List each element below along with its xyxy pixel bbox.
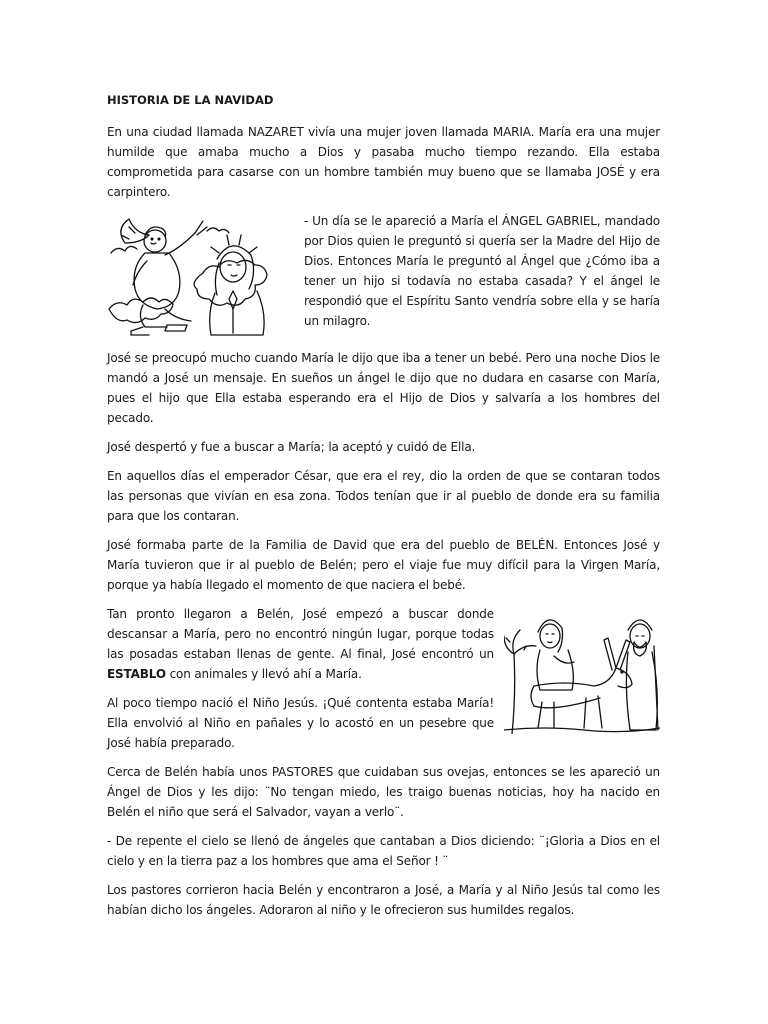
document-page: [107, 92, 660, 929]
paragraph-belen-journey: José formaba parte de la Familia de David que era del pueblo de BELÉN. Entonces José y María tuvieron que ir al pueblo de Belén; pero el viaje fue muy difícil para la Virgen María, porque ya había llegado el momento de que naciera el bebé.: [107, 538, 660, 592]
paragraph-stable: [107, 604, 494, 684]
paragraph-census: En aquellos días el emperador César, que era el rey, dio la orden de que se contaran todos las personas que vivían en esa zona. Todos tenían que ir al pueblo de donde era su familia para que los contaran.: [107, 469, 660, 523]
paragraph-adoration: Los pastores corrieron hacia Belén y encontraron a José, a María y al Niño Jesús tal como les habían dicho los ángeles. Adoraron al niño y le ofrecieron sus humildes regalos.: [107, 883, 660, 917]
page-title: HISTORIA DE LA NAVIDAD: [107, 93, 274, 107]
annunciation-drawing: [107, 213, 277, 339]
paragraph-nazaret: En una ciudad llamada NAZARET vivía una mujer joven llamada MARIA. María era una mujer humilde que amaba mucho a Dios y pasaba mucho tiempo rezando. Ella estaba comprometida para casarse con un hombre también muy bueno que se llamaba JOSÉ y era carpintero.: [107, 125, 660, 199]
stable-block: [107, 604, 660, 753]
paragraph-angel-gabriel: - Un día se le apareció a María el ÁNGEL GABRIEL, mandado por Dios quien le preguntó si quería ser la Madre del Hijo de Dios. Entonces María le preguntó al Ángel que ¿Cómo iba a tener un hijo si todavía no estaba casada? Y el ángel le respondió que el Espíritu Santo vendría sobre ella y se haría un milagro.: [304, 214, 660, 328]
paragraph-jose-accepts: José despertó y fue a buscar a María; la aceptó y cuidó de Ella.: [107, 440, 476, 454]
annunciation-block: [107, 211, 660, 339]
mary-on-donkey-with-joseph-illustration: [504, 606, 660, 734]
stable-keyword: ESTABLO: [107, 667, 166, 681]
paragraph-angels-gloria: - De repente el cielo se llenó de ángeles que cantaban a Dios diciendo: ¨¡Gloria a Dios en el cielo y en la tierra paz a los hombres que ama el Señor ! ¨: [107, 834, 660, 868]
angel-gabriel-and-mary-illustration: [107, 213, 277, 339]
paragraph-birth: Al poco tiempo nació el Niño Jesús. ¡Qué contenta estaba María! Ella envolvió al Niño en pañales y lo acostó en un pesebre que José había preparado.: [107, 696, 494, 750]
paragraph-shepherds: Cerca de Belén había unos PASTORES que cuidaban sus ovejas, entonces se les apareció un Ángel de Dios y les dijo: ¨No tengan miedo, les traigo buenas noticias, hoy ha nacido en Belén el niño que será el Salvador, vayan a verlo¨.: [107, 765, 660, 819]
stable-text-before: Tan pronto llegaron a Belén, José empezó a buscar donde descansar a María, pero no encontró ningún lugar, porque todas las posadas estaban llenas de gente. Al final, José encontró un: [107, 607, 494, 661]
paragraph-jose-dream: José se preocupó mucho cuando María le dijo que iba a tener un bebé. Pero una noche Dios le mandó a José un mensaje. En sueños un ángel le dijo que no dudara en casarse con María, pues el hijo que Ella estaba esperando era el Hijo de Dios y salvaría a los hombres del pecado.: [107, 351, 660, 425]
journey-drawing: [504, 606, 660, 734]
stable-text-after: con animales y llevó ahí a María.: [165, 667, 362, 681]
